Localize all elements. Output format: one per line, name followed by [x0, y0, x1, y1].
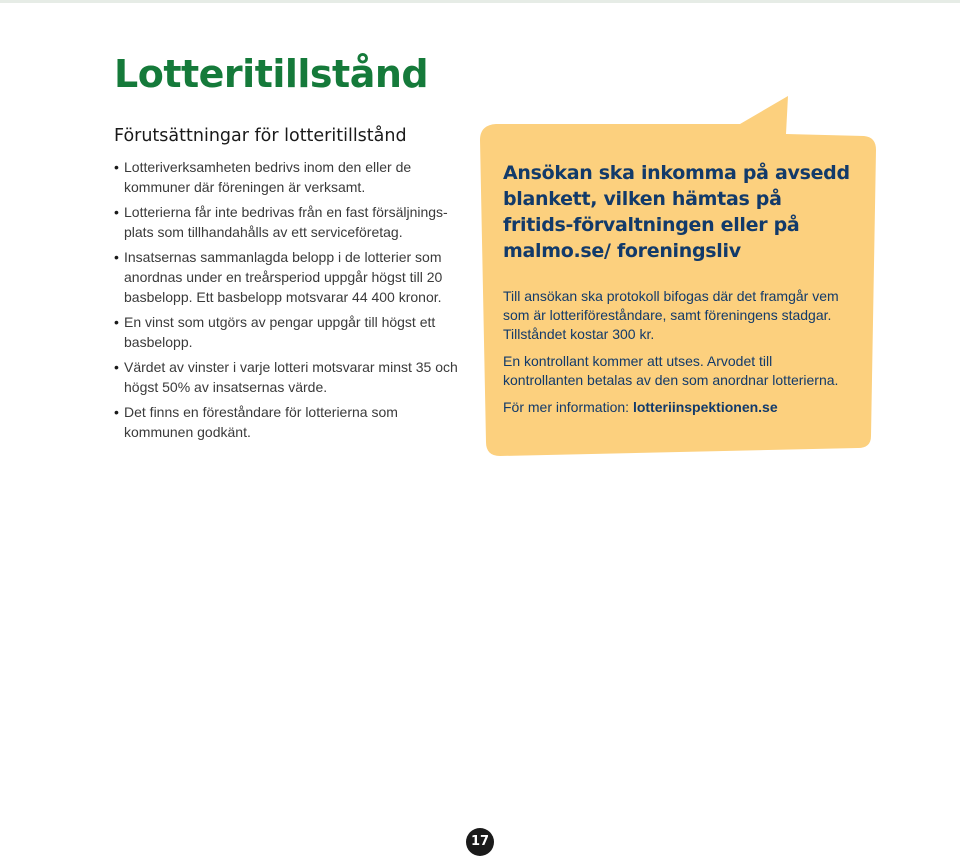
- list-item-text: Insatsernas sammanlagda belopp i de lotterier som anordnas under en treårsperiod uppgår högst till 20 basbelopp. Ett basbelopp motsvarar 44 400 kronor.: [124, 249, 443, 305]
- list-item: [114, 202, 464, 242]
- bullet-icon: •: [114, 159, 119, 175]
- info-link[interactable]: lotteriinspektionen.se: [632, 399, 778, 415]
- list-item-text: En vinst som utgörs av pengar uppgår till högst ett basbelopp.: [124, 314, 436, 350]
- bullet-icon: •: [114, 359, 119, 375]
- top-rule: [0, 0, 960, 3]
- list-item: [114, 312, 464, 352]
- list-item-text: Värdet av vinster i varje lotteri motsvarar minst 35 och högst 50% av insatsernas värde.: [124, 359, 458, 395]
- callout-paragraph: Till ansökan ska protokoll bifogas där det framgår vem som är lotteriföreståndare, samt föreningens stadgar. Tillståndet kostar 300 kr.: [503, 288, 839, 342]
- list-item-text: Det finns en föreståndare för lotterierna som kommunen godkänt.: [124, 404, 398, 440]
- list-item-text: Lotteriverksamheten bedrivs inom den eller de kommuner där föreningen är verksamt.: [124, 159, 412, 195]
- page-title: Lotteritillstånd: [114, 52, 429, 96]
- bullet-icon: •: [114, 249, 119, 265]
- list-item: [114, 357, 464, 397]
- list-item: [114, 402, 464, 442]
- info-prefix: För mer information:: [503, 399, 633, 415]
- list-item-text: Lotterierna får inte bedrivas från en fast försäljnings-plats som tillhandahålls av ett serviceföretag.: [124, 204, 448, 240]
- list-item: [114, 157, 464, 197]
- info-line: [503, 398, 853, 417]
- bullet-icon: •: [114, 404, 119, 420]
- callout-paragraph: En kontrollant kommer att utses. Arvodet till kontrollanten betalas av den som anordnar lotterierna.: [503, 353, 839, 388]
- list-item: [114, 247, 464, 307]
- section-heading: Förutsättningar för lotteritillstånd: [114, 126, 407, 146]
- page-number-badge: 17: [466, 828, 494, 856]
- bullet-icon: •: [114, 204, 119, 220]
- callout-heading: Ansökan ska inkomma på avsedd blankett, vilken hämtas på fritids-förvaltningen eller på malmo.se/ foreningsliv: [503, 162, 850, 262]
- bullet-icon: •: [114, 314, 119, 330]
- requirements-list: [114, 157, 464, 447]
